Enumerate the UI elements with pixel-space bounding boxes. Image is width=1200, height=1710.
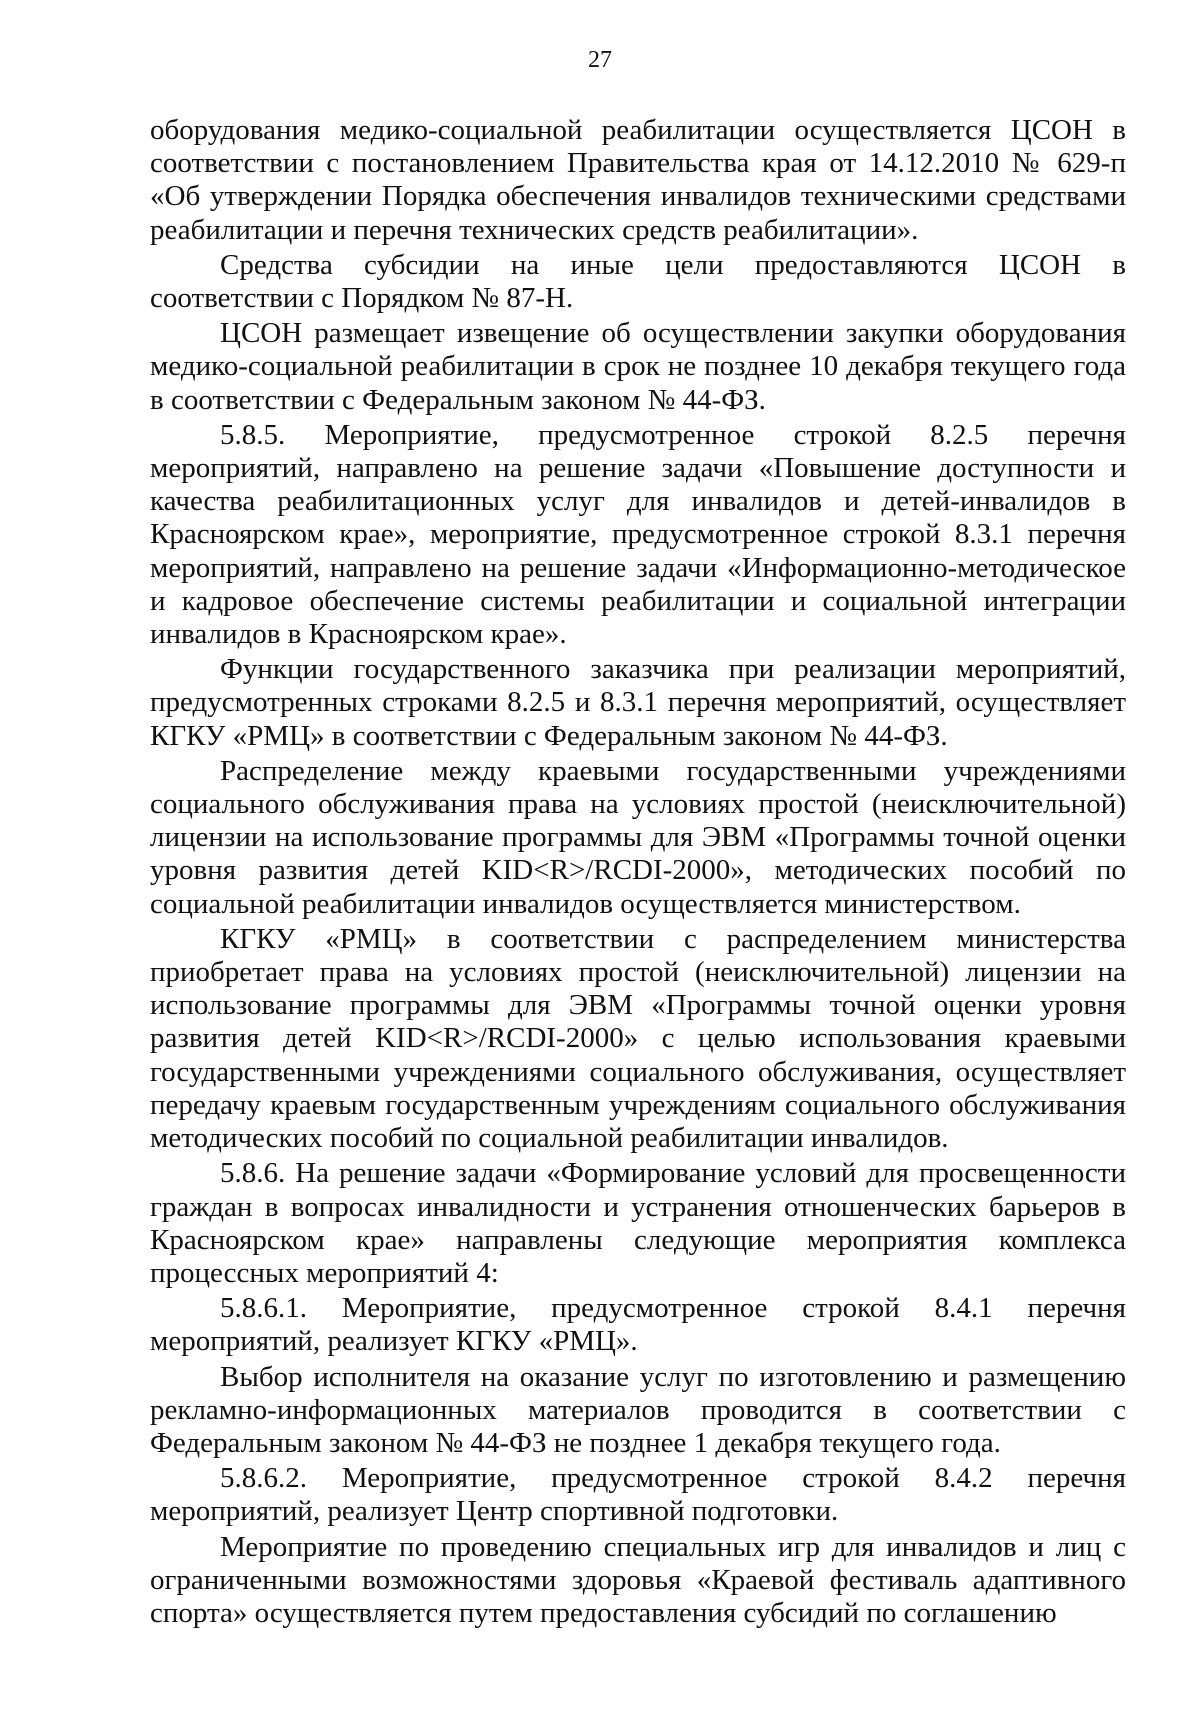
paragraph-section-5-8-6-2: 5.8.6.2. Мероприятие, предусмотренное строкой 8.4.2 перечня мероприятий, реализует Центр спортивной подготовки. [150,1462,1126,1528]
paragraph-section-5-8-6: 5.8.6. На решение задачи «Формирование условий для просвещенности граждан в вопросах инвалидности и устранения отношенческих барьеров в Красноярском крае» направлены следующие мероприятия комплекса процессных мероприятий 4: [150,1157,1126,1289]
document-body [150,114,1126,1632]
page-number: 27 [588,47,612,73]
paragraph-section-5-8-6-1: 5.8.6.1. Мероприятие, предусмотренное строкой 8.4.1 перечня мероприятий, реализует КГКУ «РМЦ». [150,1292,1126,1358]
paragraph-procurement-notice: ЦСОН размещает извещение об осуществлении закупки оборудования медико-социальной реабилитации в срок не позднее 10 декабря текущего года в соответствии с Федеральным законом № 44-ФЗ. [150,317,1126,416]
paragraph-contractor-selection: Выбор исполнителя на оказание услуг по изготовлению и размещению рекламно-информационных материалов проводится в соответствии с Федеральным законом № 44-ФЗ не позднее 1 декабря текущего года. [150,1360,1126,1459]
paragraph-special-games: Мероприятие по проведению специальных игр для инвалидов и лиц с ограниченными возможностями здоровья «Краевой фестиваль адаптивного спорта» осуществляется путем предоставления субсидий по соглашению [150,1530,1126,1629]
paragraph-customer-functions: Функции государственного заказчика при реализации мероприятий, предусмотренных строками 8.2.5 и 8.3.1 перечня мероприятий, осуществляет КГКУ «РМЦ» в соответствии с Федеральным законом № 44-ФЗ. [150,653,1126,752]
paragraph-license-distribution: Распределение между краевыми государственными учреждениями социального обслуживания права на условиях простой (неисключительной) лицензии на использование программы для ЭВМ «Программы точной оценки уровня развития детей KID<R>/RCDI-2000», методических пособий по социальной реабилитации инвалидов осуществляется министерством. [150,754,1126,920]
paragraph-subsidy-funds: Средства субсидии на иные цели предоставляются ЦСОН в соответствии с Порядком № 87-Н. [150,248,1126,315]
paragraph-section-5-8-5: 5.8.5. Мероприятие, предусмотренное строкой 8.2.5 перечня мероприятий, направлено на решение задачи «Повышение доступности и качества реабилитационных услуг для инвалидов и детей-инвалидов в Красноярском крае», мероприятие, предусмотренное строкой 8.3.1 перечня мероприятий, направлено на решение задачи «Информационно-методическое и кадровое обеспечение системы реабилитации и социальной интеграции инвалидов в Красноярском крае». [150,418,1126,651]
paragraph-rmc-acquires-rights: КГКУ «РМЦ» в соответствии с распределением министерства приобретает права на условиях простой (неисключительной) лицензии на использование программы для ЭВМ «Программы точной оценки уровня развития детей KID<R>/RCDI-2000» с целью использования краевыми государственными учреждениями социального обслуживания, осуществляет передачу краевым государственным учреждениям социального обслуживания методических пособий по социальной реабилитации инвалидов. [150,922,1126,1155]
paragraph-equipment-rehabilitation: оборудования медико-социальной реабилитации осуществляется ЦСОН в соответствии с постановлением Правительства края от 14.12.2010 № 629-п «Об утверждении Порядка обеспечения инвалидов техническими средствами реабилитации и перечня технических средств реабилитации». [150,114,1126,246]
